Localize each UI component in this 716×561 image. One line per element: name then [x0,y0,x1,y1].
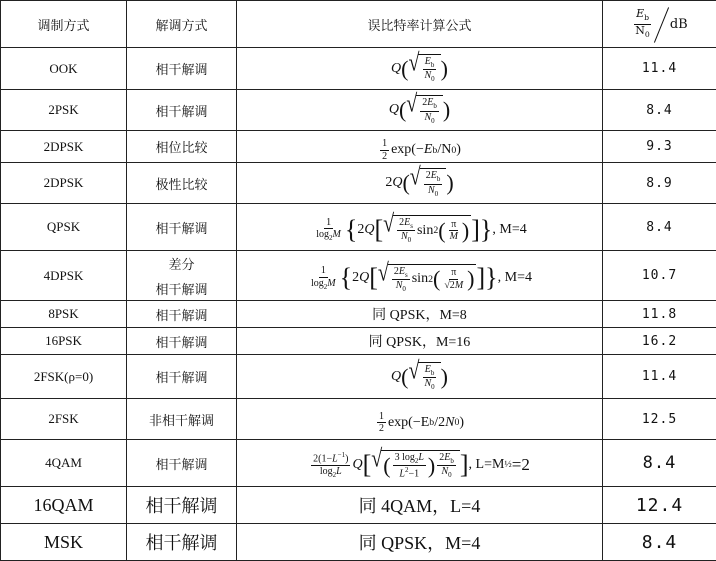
row-demodulation: 相干解调 [127,440,237,487]
table-row [1,328,716,355]
row-formula: $\frac{1}{2}$ exp(−E b /2 N 0 ) [237,399,603,440]
row-modulation: 4DPSK [1,251,127,301]
row-value: 16.2 [603,328,716,355]
row-formula: Q ( √ $\frac{E_b}{N_0}$ ) [237,355,603,399]
row-modulation: 2PSK [1,90,127,131]
row-modulation: 16PSK [1,328,127,355]
row-formula: $\frac{1}{\log_2M}$ { 2 Q [ √ $\frac{2E_s}{N_0}$ sin 2 ( $\frac{\pi}{√2M}$ ) ] } , M=4 [237,251,603,301]
row-demodulation: 相干解调 [127,48,237,90]
row-value: 10.7 [603,251,716,301]
row-modulation: 4QAM [1,440,127,487]
row-formula: $\frac{1}{\log_2M}$ { 2 Q [ √ $\frac{2E_s}{N_0}$ sin 2 ( $\frac{\pi}{M}$ ) ] } , M=4 [237,204,603,251]
row-modulation: 2DPSK [1,163,127,204]
table-row [1,90,716,131]
row-modulation: QPSK [1,204,127,251]
table-row [1,301,716,328]
row-value: 11.4 [603,48,716,90]
row-value: 8.4 [603,440,716,487]
table-row [1,399,716,440]
row-formula: 同 QPSK，M=4 [237,524,603,561]
header-row [1,1,716,48]
row-value: 8.4 [603,204,716,251]
row-value: 8.4 [603,90,716,131]
row-demodulation: 相干解调 [127,328,237,355]
row-modulation: 8PSK [1,301,127,328]
row-formula: $\frac{2(1-L^{-1})}{\log_2L}$ Q [ √ ( $\frac{3 \log_2L}{L^2-1}$ ) $\frac{2E_b}{N_0}$ ] , L=M ½ =2 [237,440,603,487]
header-eb-n0-unit: $\frac{E_b}{N_0}$ dB [603,1,716,48]
row-demodulation: 相干解调 [127,524,237,561]
row-demodulation: 相位比较 [127,131,237,163]
table-row [1,131,716,163]
row-value: 9.3 [603,131,716,163]
table-row [1,524,716,561]
row-demodulation: 相干解调 [127,487,237,524]
table-row [1,48,716,90]
table-row [1,204,716,251]
table-row [1,251,716,301]
row-modulation: 2FSK(ρ=0) [1,355,127,399]
row-demodulation: 非相干解调 [127,399,237,440]
row-modulation: 2FSK [1,399,127,440]
header-modulation: 调制方式 [1,1,127,48]
header-demodulation: 解调方式 [127,1,237,48]
row-modulation: OOK [1,48,127,90]
row-modulation: 16QAM [1,487,127,524]
row-formula: Q ( √ $\frac{2E_b}{N_0}$ ) [237,90,603,131]
row-formula: 同 QPSK，M=8 [237,301,603,328]
row-formula: 同 QPSK，M=16 [237,328,603,355]
table-row [1,487,716,524]
row-value: 12.4 [603,487,716,524]
row-demodulation: 相干解调 [127,204,237,251]
row-formula: Q ( √ $\frac{E_b}{N_0}$ ) [237,48,603,90]
row-demodulation: 差分 相干解调 [127,251,237,301]
row-formula: 同 4QAM，L=4 [237,487,603,524]
row-formula: 2 Q ( √ $\frac{2E_b}{N_0}$ ) [237,163,603,204]
row-value: 8.9 [603,163,716,204]
table-row [1,163,716,204]
row-value: 11.4 [603,355,716,399]
row-value: 11.8 [603,301,716,328]
table-row [1,355,716,399]
row-demodulation: 相干解调 [127,90,237,131]
row-value: 12.5 [603,399,716,440]
row-demodulation: 极性比较 [127,163,237,204]
header-formula: 误比特率计算公式 [237,1,603,48]
row-formula: $\frac{1}{2}$ exp(− E b /N 0 ) [237,131,603,163]
table-row [1,440,716,487]
row-modulation: 2DPSK [1,131,127,163]
row-demodulation: 相干解调 [127,301,237,328]
row-demodulation: 相干解调 [127,355,237,399]
row-value: 8.4 [603,524,716,561]
row-modulation: MSK [1,524,127,561]
